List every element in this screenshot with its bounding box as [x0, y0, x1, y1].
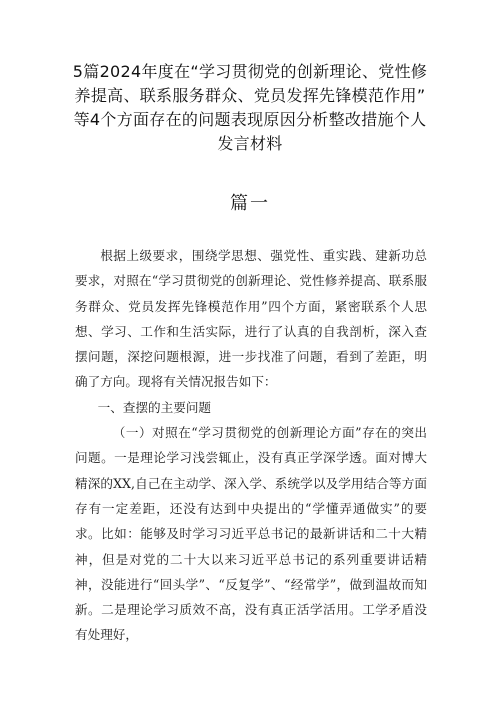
subheading-main-problems: 一、查摆的主要问题 — [97, 399, 212, 415]
problem-paragraph-1: （一）对照在“学习贯彻党的创新理论方面”存在的突出问题。一是理论学习浅尝辄止，没有真正学深学透。面对博大精深的XX,自己在主动学、深入学、系统学以及学用结合等方面存有一定差距，还没有达到中央提出的“学懂弄通做实”的要求。比如：能够及时学习习近平总书记的最新讲话和二十大精神，但是对党的二十大以来习近平总书记的系列重要讲话精神，没能进行“回头学”、“反复学”、“经常学”，做到温故而知新。二是理论学习质效不高，没有真正活学活用。工学矛盾没有处理好， — [75, 425, 427, 643]
section-heading: 篇一 — [230, 193, 270, 214]
title-line-4: 发言材料 — [217, 134, 283, 153]
title-line-2: 养提高、联系服务群众、党员发挥先锋模范作用” — [74, 86, 426, 105]
body-text — [75, 243, 427, 648]
document-title — [60, 60, 440, 156]
title-line-3: 等4个方面存在的问题表现原因分析整改措施个人 — [73, 110, 427, 129]
intro-paragraph: 根据上级要求，围绕学思想、强党性、重实践、建新功总要求，对照在“学习贯彻党的创新理论、党性修养提高、联系服务群众、党员发挥先锋模范作用”四个方面，紧密联系个人思想、学习、工作和生活实际，进行了认真的自我剖析，深入查摆问题，深挖问题根源，进一步找准了问题，看到了差距，明确了方向。现将有关情况报告如下： — [75, 248, 427, 390]
title-line-1: 5篇2024年度在“学习贯彻党的创新理论、党性修 — [72, 62, 428, 81]
